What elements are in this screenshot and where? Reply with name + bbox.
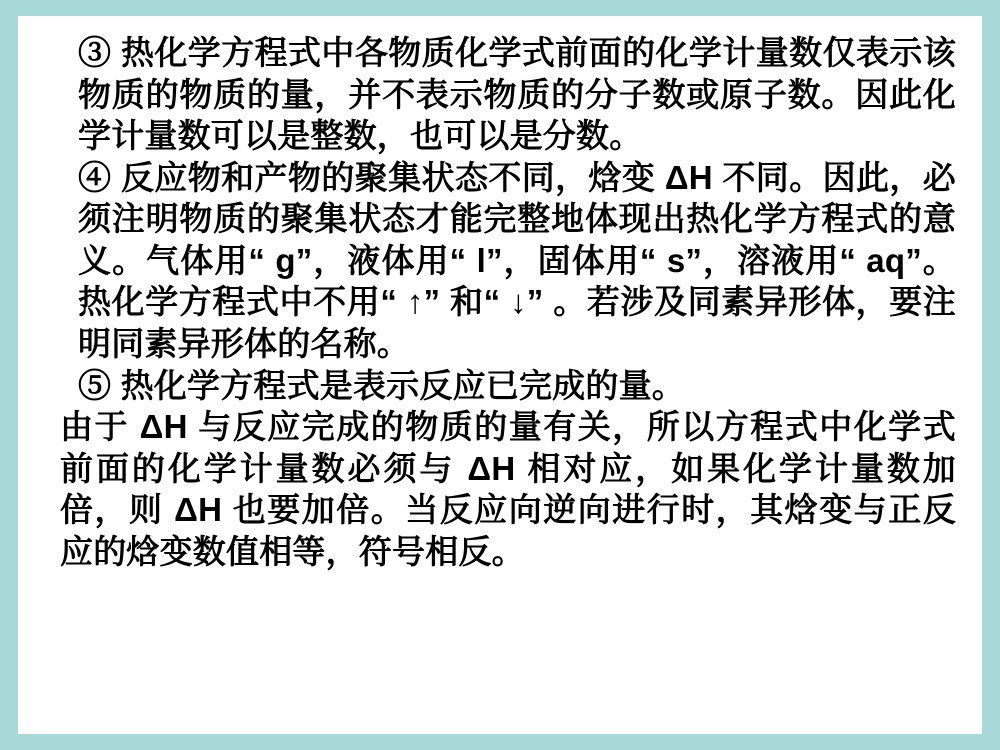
paragraph-4: ④ 反应物和产物的聚集状态不同，焓变 ΔH 不同。因此，必须注明物质的聚集状态才能完整地体现出热化学方程式的意义。气体用“ g”，液体用“ l”，固体用“ s”，溶液用“ aq”。热化学方程式中不用“ ↑” 和“ ↓” 。若涉及同素异形体，要注明同素异形体的名称。	[78, 158, 956, 363]
slide-body-text	[44, 32, 956, 573]
paragraph-6: 由于 ΔH 与反应完成的物质的量有关，所以方程式中化学式前面的化学计量数必须与 ΔH 相对应，如果化学计量数加倍，则 ΔH 也要加倍。当反应向逆向进行时，其焓变与正反应的焓变数值相等，符号相反。	[60, 408, 956, 570]
paragraph-3: ③ 热化学方程式中各物质化学式前面的化学计量数仅表示该物质的物质的量，并不表示物质的分子数或原子数。因此化学计量数可以是整数，也可以是分数。	[78, 34, 956, 155]
paragraph-5: ⑤ 热化学方程式是表示反应已完成的量。	[78, 366, 685, 404]
slide-content-area	[18, 16, 982, 734]
